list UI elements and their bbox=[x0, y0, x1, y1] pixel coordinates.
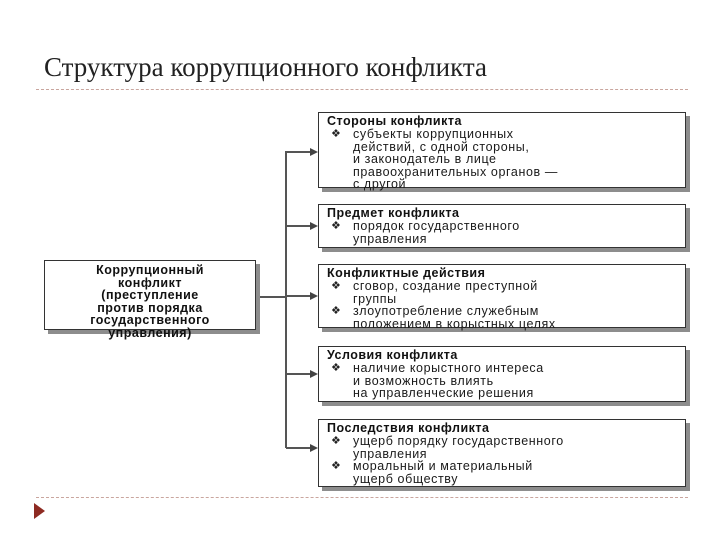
item-line: субъекты коррупционных bbox=[353, 127, 514, 141]
arrowhead-5 bbox=[310, 444, 318, 452]
diamond-bullet-icon: ❖ bbox=[331, 435, 341, 447]
box-item bbox=[327, 435, 685, 460]
connector-branch-4 bbox=[286, 373, 310, 375]
diamond-bullet-icon: ❖ bbox=[331, 305, 341, 317]
diamond-bullet-icon: ❖ bbox=[331, 128, 341, 140]
arrowhead-4 bbox=[310, 370, 318, 378]
box-item bbox=[327, 362, 685, 400]
center-box-line: Коррупционный bbox=[96, 263, 204, 277]
diamond-bullet-icon: ❖ bbox=[331, 362, 341, 374]
center-box-corruption-conflict bbox=[44, 260, 256, 340]
triangle-bullet-icon bbox=[34, 503, 45, 519]
box-title: Стороны конфликта bbox=[327, 114, 462, 128]
diamond-bullet-icon: ❖ bbox=[331, 220, 341, 232]
item-line: действий, с одной стороны, bbox=[353, 139, 530, 154]
item-line: на управленческие решения bbox=[353, 386, 534, 400]
center-box-line: государственного bbox=[90, 313, 210, 327]
item-line: и законодатель в лице bbox=[353, 152, 497, 166]
center-box-line: управления) bbox=[108, 325, 192, 340]
box-subject bbox=[318, 204, 686, 248]
item-line: управления bbox=[353, 446, 428, 461]
connector-main-horizontal bbox=[258, 296, 286, 298]
item-line: с другой bbox=[353, 177, 407, 191]
box-title: Конфликтные действия bbox=[327, 266, 486, 280]
item-line: группы bbox=[353, 291, 397, 306]
box-consequences bbox=[318, 419, 686, 487]
diamond-bullet-icon: ❖ bbox=[331, 280, 341, 292]
center-box-line: конфликт bbox=[118, 275, 182, 290]
item-line: сговор, создание преступной bbox=[353, 279, 538, 293]
box-item bbox=[327, 305, 685, 330]
box-title: Условия конфликта bbox=[327, 348, 458, 362]
connector-branch-2 bbox=[286, 225, 310, 227]
item-line: злоупотребление служебным bbox=[353, 304, 539, 318]
item-line: ущерб порядку государственного bbox=[353, 434, 564, 448]
connector-branch-3 bbox=[286, 295, 310, 297]
box-actions bbox=[318, 264, 686, 331]
connector-trunk bbox=[285, 151, 287, 448]
arrowhead-1 bbox=[310, 148, 318, 156]
arrowhead-3 bbox=[310, 292, 318, 300]
item-line: положением в корыстных целях bbox=[353, 316, 556, 331]
item-line: правоохранительных органов — bbox=[353, 164, 558, 179]
center-box-line: против порядка bbox=[97, 300, 203, 315]
center-box-line: (преступление bbox=[101, 288, 199, 302]
item-line: наличие корыстного интереса bbox=[353, 361, 544, 375]
slide-title: Структура коррупционного конфликта bbox=[44, 52, 487, 82]
box-title: Последствия конфликта bbox=[327, 421, 490, 435]
box-title: Предмет конфликта bbox=[327, 206, 460, 220]
box-conditions bbox=[318, 346, 686, 402]
box-item bbox=[327, 220, 685, 245]
item-line: порядок государственного bbox=[353, 219, 520, 233]
box-item bbox=[327, 128, 685, 191]
item-line: моральный и материальный bbox=[353, 459, 533, 473]
footer-divider bbox=[36, 497, 688, 498]
box-item bbox=[327, 460, 685, 485]
arrowhead-2 bbox=[310, 222, 318, 230]
connector-branch-1 bbox=[286, 151, 310, 153]
diamond-bullet-icon: ❖ bbox=[331, 460, 341, 472]
item-line: управления bbox=[353, 231, 428, 246]
item-line: и возможность влиять bbox=[353, 373, 494, 388]
box-parties bbox=[318, 112, 686, 191]
item-line: ущерб обществу bbox=[353, 471, 459, 486]
connector-branch-5 bbox=[286, 447, 310, 449]
title-divider bbox=[36, 89, 688, 90]
box-item bbox=[327, 280, 685, 305]
